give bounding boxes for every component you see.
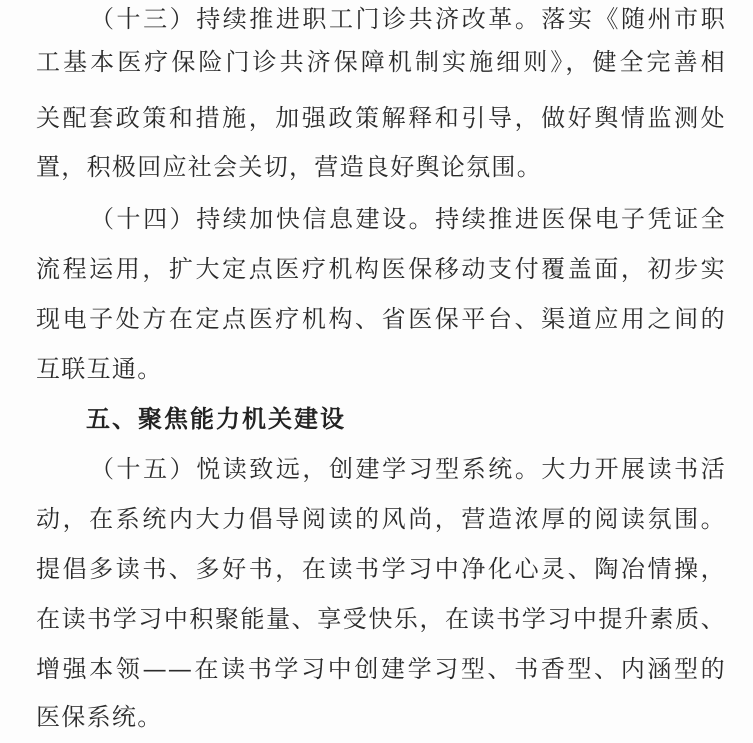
paragraph-15-line-4: 在读书学习中积聚能量、享受快乐，在读书学习中提升素质、 [36, 605, 726, 633]
paragraph-14-line-3: 现电子处方在定点医疗机构、省医保平台、渠道应用之间的 [36, 305, 726, 333]
paragraph-13-line-3: 关配套政策和措施，加强政策解释和引导，做好舆情监测处 [36, 104, 726, 132]
paragraph-13-line-2: 工基本医疗保险门诊共济保障机制实施细则》，健全完善相 [36, 48, 726, 76]
paragraph-15-line-1: （十五）悦读致远，创建学习型系统。大力开展读书活 [90, 455, 726, 483]
paragraph-15-line-5: 增强本领——在读书学习中创建学习型、书香型、内涵型的 [36, 655, 726, 683]
paragraph-13-line-1: （十三）持续推进职工门诊共济改革。落实《随州市职 [90, 5, 726, 33]
paragraph-15-line-6: 医保系统。 [36, 703, 163, 731]
paragraph-14-line-2: 流程运用，扩大定点医疗机构医保移动支付覆盖面，初步实 [36, 255, 726, 283]
paragraph-14-line-1: （十四）持续加快信息建设。持续推进医保电子凭证全 [90, 205, 726, 233]
paragraph-15-line-2: 动，在系统内大力倡导阅读的风尚，营造浓厚的阅读氛围。 [36, 505, 726, 533]
paragraph-13-line-4: 置，积极回应社会关切，营造良好舆论氛围。 [36, 153, 542, 181]
paragraph-15-line-3: 提倡多读书、多好书，在读书学习中净化心灵、陶冶情操， [36, 555, 726, 583]
section-5-heading: 五、聚焦能力机关建设 [86, 405, 346, 433]
paragraph-14-line-4: 互联互通。 [36, 355, 163, 383]
